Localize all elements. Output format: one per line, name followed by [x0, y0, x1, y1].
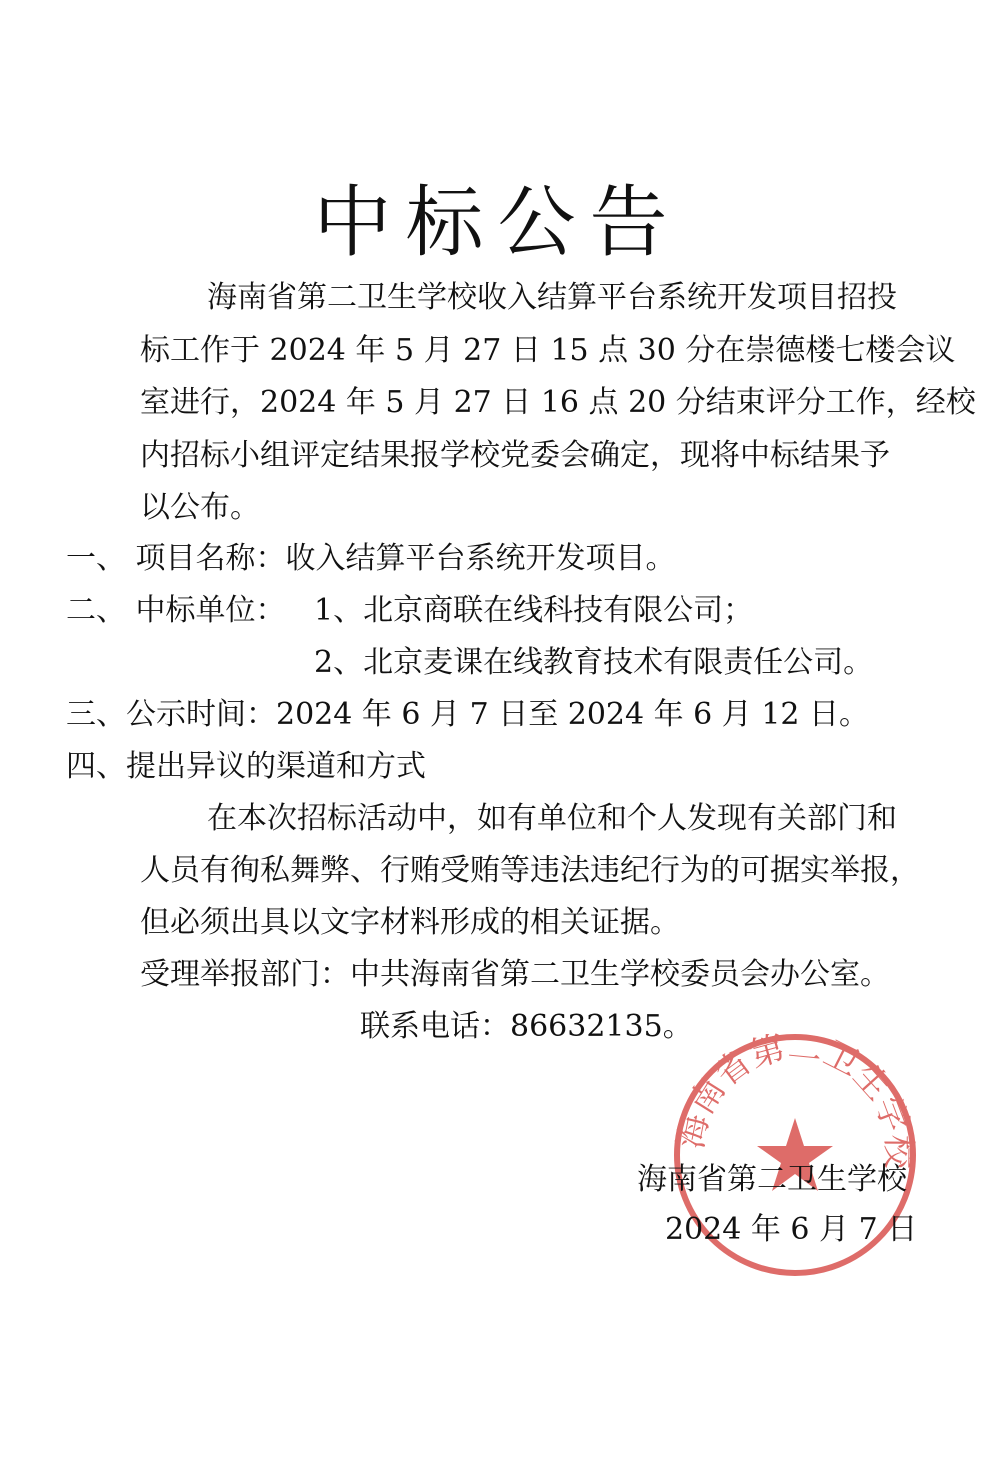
- signature-date: 2024 年 6 月 7 日: [665, 1212, 918, 1247]
- objection-line-2: 人员有徇私舞弊、行贿受贿等违法违纪行为的可据实举报，: [140, 853, 920, 888]
- winner-label: 二、 中标单位：: [66, 593, 286, 628]
- objection-line-1: 在本次招标活动中，如有单位和个人发现有关部门和: [207, 801, 897, 836]
- intro-line-2: 标工作于 2024 年 5 月 27 日 15 点 30 分在崇德楼七楼会议: [140, 333, 956, 368]
- page-title: 中标公告: [313, 178, 682, 268]
- signature-org: 海南省第二卫生学校: [637, 1162, 907, 1197]
- winner-2: 2、北京麦课在线教育技术有限责任公司。: [314, 645, 874, 680]
- publicity-period: 三、公示时间：2024 年 6 月 7 日至 2024 年 6 月 12 日。: [66, 697, 870, 732]
- report-department: 受理举报部门：中共海南省第二卫生学校委员会办公室。: [140, 957, 890, 992]
- intro-line-5: 以公布。: [140, 490, 260, 525]
- contact-phone: 联系电话：86632135。: [360, 1009, 693, 1044]
- intro-line-1: 海南省第二卫生学校收入结算平台系统开发项目招投: [207, 280, 897, 315]
- seal-text: 海南省第二卫生学校: [670, 1030, 919, 1169]
- intro-line-3: 室进行，2024 年 5 月 27 日 16 点 20 分结束评分工作，经校: [140, 385, 976, 420]
- winner-1: 1、北京商联在线科技有限公司；: [314, 593, 754, 628]
- objection-heading: 四、提出异议的渠道和方式: [66, 749, 426, 784]
- project-name: 一、 项目名称：收入结算平台系统开发项目。: [66, 541, 676, 576]
- intro-line-4: 内招标小组评定结果报学校党委会确定，现将中标结果予: [140, 438, 890, 473]
- objection-line-3: 但必须出具以文字材料形成的相关证据。: [140, 905, 680, 940]
